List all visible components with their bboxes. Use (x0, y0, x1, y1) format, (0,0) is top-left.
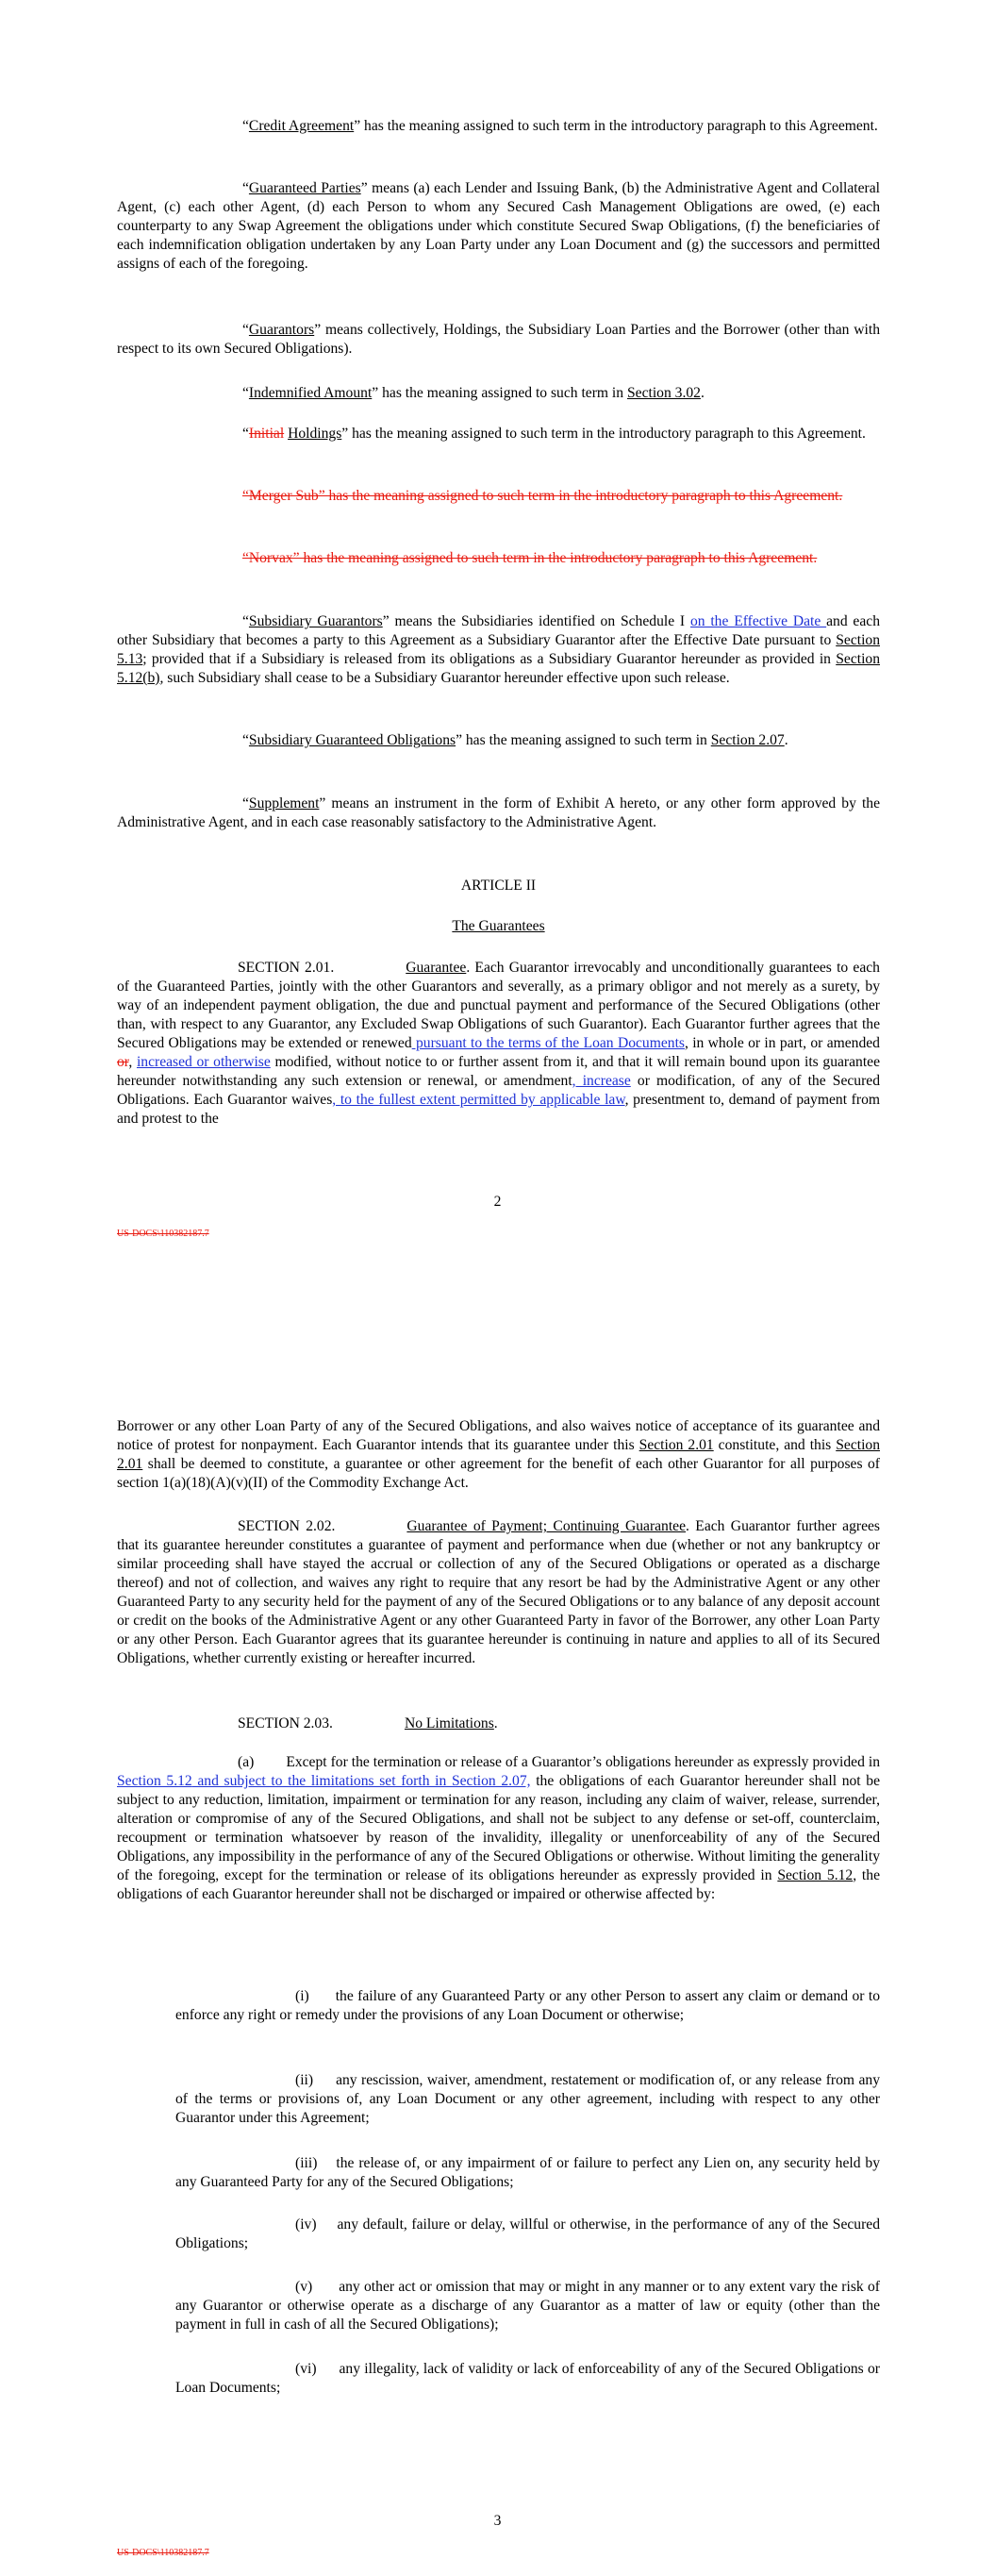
definition-subsidiary-guaranteed-obligations (117, 731, 880, 750)
section-label: SECTION 2.02. (238, 1518, 336, 1534)
item-marker: (i) (295, 1988, 309, 2004)
section-text: , (128, 1054, 137, 1070)
page-3 (0, 1302, 995, 2576)
definition-guaranteed-parties (117, 179, 880, 274)
section-text: shall be deemed to constitute, a guarantee or other agreement for the benefit of each other Guarantor for all purposes of section 1(a)(18)(A)(v)(II) of the Commodity Exchange Act. (117, 1456, 880, 1491)
definition-norvax-deleted (117, 549, 880, 568)
section-text: the obligations of each Guarantor hereunder shall not be subject to any reduction, limitation, impairment or termination for any reason, including any claim of waiver, release, surrender, alteration or compromise of any of the Secured Obligations, and shall not be subject to any defense or set-off, counterclaim, recoupment or termination whatsoever by reason of the invalidity, illegality or unenforceability of any of the Secured Obligations, any impossibility in the performance of any of the Secured Obligations or otherwise. Without limiting the generality of the foregoing, except for the termination or release of its obligations hereunder as expressly provided in (117, 1773, 880, 1883)
quote: “ (242, 385, 249, 401)
section-text: . Each Guarantor irrevocably and unconditionally guarantees to each of the Guaranteed Parties, jointly with the other Guarantors and severally, as a primary obligor and not merely as a surety, by way of an independent payment obligation, the due and punctual payment and performance of the Secured Obligations (other than, with respect to any Guarantor, any Excluded Swap Obligations of such Guarantor). Each Guarantor further agrees that the Secured Obligations may be extended or renewed (117, 960, 880, 1051)
item-marker: (iv) (295, 2216, 317, 2233)
list-item-vi (175, 2360, 880, 2398)
section-2-03-heading (117, 1715, 880, 1733)
definition-holdings (117, 425, 880, 443)
section-2-02 (117, 1517, 880, 1668)
inserted-text: Section 5.12 (117, 1773, 192, 1789)
section-text: modified, without notice to or further assent from it, and that it will remain bound upon its guarantee hereunder notwithstanding any such extension or renewal, or amendment (117, 1054, 880, 1089)
article-title (117, 917, 880, 936)
document-id: US-DOCS\110382187.7 (117, 2548, 209, 2558)
definition-text: , such Subsidiary shall cease to be a Subsidiary Guarantor hereunder effective upon such release. (159, 670, 730, 686)
section-text: , the obligations of each Guarantor hereunder shall not be discharged or impaired or otherwise affected by: (117, 1867, 880, 1902)
item-text: any illegality, lack of validity or lack of enforceability of any of the Secured Obligations or Loan Documents; (175, 2361, 880, 2396)
list-item-iv (175, 2216, 880, 2253)
list-item-v (175, 2278, 880, 2334)
deleted-text: “Norvax” has the meaning assigned to such term in the introductory paragraph to this Agreement. (242, 550, 818, 566)
definition-subsidiary-guarantors (117, 612, 880, 688)
section-reference: Section 3.02 (626, 385, 701, 401)
quote: “ (242, 732, 249, 748)
section-2-01-continued (117, 1417, 880, 1493)
punctuation: . (493, 1715, 498, 1731)
section-text: or modification, of any of the Secured Obligations. Each Guarantor waives (117, 1073, 880, 1108)
definition-text: ” means an instrument in the form of Exhibit A hereto, or any other form approved by the Administrative Agent, and in each case reasonably satisfactory to the Administrative Agent. (117, 795, 880, 830)
punctuation: . (784, 732, 788, 748)
definition-text: ” has the meaning assigned to such term in the introductory paragraph to this Agreement. (354, 118, 878, 134)
inserted-text: , to the fullest extent permitted by applicable law (332, 1092, 625, 1108)
item-marker: (vi) (295, 2361, 317, 2377)
quote: “ (242, 426, 249, 442)
definition-text: ” means collectively, Holdings, the Subsidiary Loan Parties and the Borrower (other than with respect to its own Secured Obligations). (117, 322, 880, 357)
definition-indemnified-amount (117, 384, 880, 403)
inserted-text: increased or otherwise (136, 1054, 271, 1070)
section-text: constitute, and this (713, 1437, 837, 1453)
quote: “ (242, 795, 249, 811)
section-title: Guarantee (406, 960, 467, 976)
item-text: the release of, or any impairment of or failure to perfect any Lien on, any security held by any Guaranteed Party for any of the Secured Obligations; (175, 2155, 880, 2190)
section-text: , presentment to, demand of payment from and protest to the (117, 1092, 880, 1127)
definition-supplement (117, 795, 880, 832)
section-2-01 (117, 959, 880, 1129)
defined-term: Holdings (288, 426, 342, 442)
deleted-text: Initial (248, 426, 285, 442)
inserted-text: and subject to the limitations set forth in Section 2.07, (191, 1773, 531, 1789)
definition-text: ” has the meaning assigned to such term in the introductory paragraph to this Agreement. (341, 426, 866, 442)
section-text: . Each Guarantor further agrees that its guarantee hereunder constitutes a guarantee of payment and performance when due (whether or not any bankruptcy or similar proceeding shall have stayed the accrual or collection of any of the Secured Obligations or operated as a discharge thereof) and not of collection, and waives any right to require that any resort be had by the Administrative Agent or any other Guaranteed Party to any security held for the payment of any of the Secured Obligations or to any balance of any deposit account or credit on the books of the Administrative Agent or any other Guaranteed Party in favor of the Borrower, any other Loan Party or any other Person. Each Guarantor agrees that its guarantee hereunder is continuing in nature and applies to all of its Secured Obligations, whether currently existing or hereafter incurred. (117, 1518, 880, 1666)
defined-term: Supplement (248, 795, 320, 811)
section-reference: Section 2.01 (117, 1437, 880, 1472)
section-2-03-a (117, 1753, 880, 1904)
deleted-text: “Merger Sub” has the meaning assigned to such term in the introductory paragraph to this Agreement. (242, 488, 843, 504)
section-title: No Limitations (404, 1715, 494, 1731)
punctuation: . (700, 385, 705, 401)
list-item-ii (175, 2071, 880, 2128)
item-text: the failure of any Guaranteed Party or any other Person to assert any claim or demand or to enforce any right or remedy under the provisions of any Loan Document or otherwise; (175, 1988, 880, 2023)
quote: “ (242, 613, 249, 629)
list-item-i (175, 1987, 880, 2025)
item-marker: (v) (295, 2279, 313, 2295)
section-text: Except for the termination or release of a Guarantor’s obligations hereunder as expressly provided in (286, 1754, 880, 1770)
page-number: 2 (493, 1194, 502, 1210)
inserted-text: pursuant to the terms of the Loan Documents (411, 1035, 685, 1051)
item-text: any other act or omission that may or might in any manner or to any extent vary the risk of any Guarantor or otherwise operate as a discharge of any Guarantor as a matter of law or equity (other than the payment in full in cash of all the Secured Obligations); (175, 2279, 880, 2333)
defined-term: Indemnified Amount (248, 385, 373, 401)
section-reference: Section 5.13 (117, 632, 880, 667)
section-label: SECTION 2.03. (238, 1715, 333, 1731)
defined-term: Guaranteed Parties (248, 180, 361, 196)
section-label: SECTION 2.01. (238, 960, 335, 976)
section-reference: Section 5.12 (777, 1867, 854, 1883)
quote: “ (242, 118, 249, 134)
definition-text: ” means (a) each Lender and Issuing Bank, (b) the Administrative Agent and Collateral Agent, (c) each other Agent, (d) each Person to whom any Secured Cash Management Obligations are owed, (e) each counterparty to any Swap Agreement the obligations under which constitute Secured Swap Obligations, (f) the beneficiaries of each indemnification obligation undertaken by any Loan Party under any Loan Document and (g) the successors and permitted assigns of each of the foregoing. (117, 180, 880, 272)
paragraph-marker: (a) (238, 1754, 255, 1770)
article-title-text: The Guarantees (452, 918, 545, 934)
section-reference: Section 2.07 (710, 732, 785, 748)
section-title: Guarantee of Payment; Continuing Guarantee (406, 1518, 687, 1534)
definition-text: ” means the Subsidiaries identified on Schedule I (382, 613, 690, 629)
section-reference: Section 2.01 (638, 1437, 714, 1453)
quote: “ (242, 322, 249, 338)
definition-text: ” has the meaning assigned to such term in (456, 732, 711, 748)
defined-term: Subsidiary Guaranteed Obligations (248, 732, 456, 748)
page-number: 3 (493, 2513, 502, 2529)
item-marker: (ii) (295, 2072, 314, 2088)
quote: “ (242, 180, 249, 196)
list-item-iii (175, 2154, 880, 2192)
section-reference: Section 5.12(b) (117, 651, 880, 686)
inserted-text: , increase (572, 1073, 631, 1089)
definition-text: and each other Subsidiary that becomes a party to this Agreement as a Subsidiary Guarantor after the Effective Date pursuant to (117, 613, 880, 648)
definition-text: ; provided that if a Subsidiary is released from its obligations as a Subsidiary Guarantor hereunder as provided in (142, 651, 837, 667)
defined-term: Subsidiary Guarantors (248, 613, 383, 629)
definition-text: ” has the meaning assigned to such term in (372, 385, 627, 401)
item-marker: (iii) (295, 2155, 318, 2171)
defined-term: Guarantors (248, 322, 315, 338)
inserted-text: on the Effective Date (689, 613, 827, 629)
definition-guarantors (117, 321, 880, 359)
definition-credit-agreement (117, 117, 880, 136)
section-text: , in whole or in part, or amended (684, 1035, 880, 1051)
section-text: Borrower or any other Loan Party of any of the Secured Obligations, and also waives notice of acceptance of its guarantee and notice of protest for nonpayment. Each Guarantor intends that its guarantee under this (117, 1418, 880, 1453)
item-text: any rescission, waiver, amendment, restatement or modification of, or any release from any of the terms or provisions of, any Loan Document or any other agreement, including with respect to any other Guarantor under this Agreement; (175, 2072, 880, 2126)
defined-term: Credit Agreement (248, 118, 355, 134)
definition-merger-sub-deleted (117, 487, 880, 506)
document-id: US-DOCS\110382187.7 (117, 1229, 209, 1239)
deleted-text: or (117, 1054, 129, 1070)
item-text: any default, failure or delay, willful or otherwise, in the performance of any of the Secured Obligations; (175, 2216, 880, 2251)
article-heading: ARTICLE II (460, 878, 537, 894)
